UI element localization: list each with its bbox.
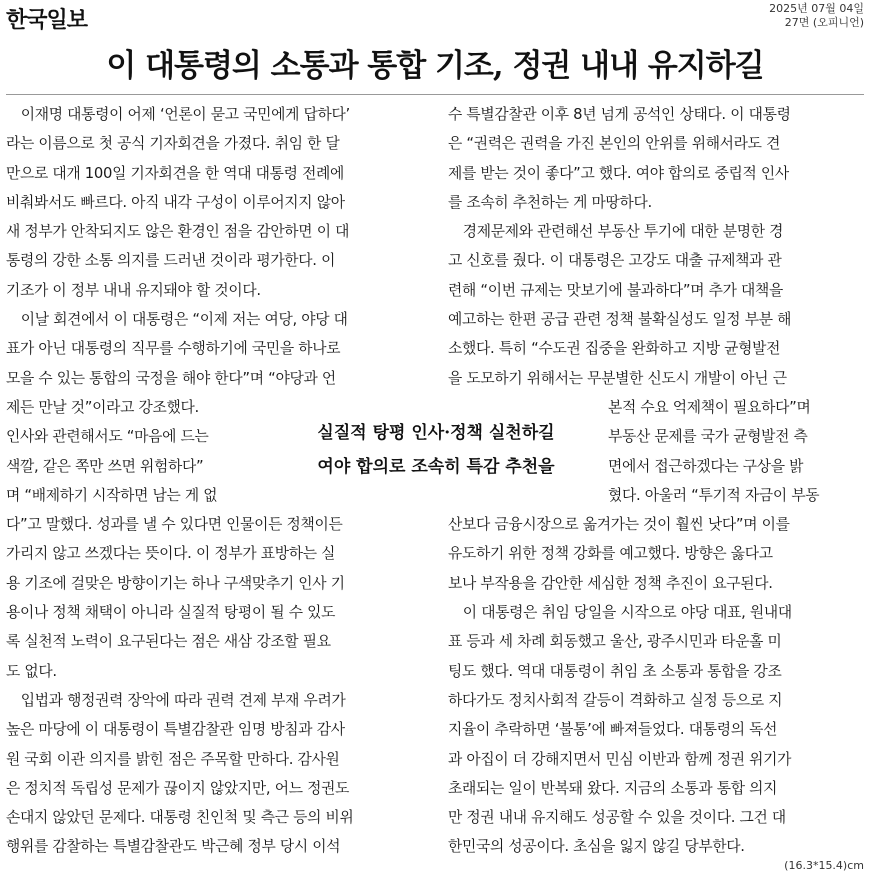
body-line: 팅도 했다. 역대 대통령이 취임 초 소통과 통합을 강조 xyxy=(448,662,782,680)
body-line: 보나 부작용을 감안한 세심한 정책 추진이 요구된다. xyxy=(448,574,773,592)
pull-quote xyxy=(286,416,586,484)
article-headline: 이 대통령의 소통과 통합 기조, 정권 내내 유지하길 xyxy=(106,48,764,84)
body-line: 한민국의 성공이다. 초심을 잃지 않길 당부한다. xyxy=(448,838,745,856)
body-line: 기조가 이 정부 내내 유지돼야 할 것이다. xyxy=(6,281,261,299)
body-line: 손대지 않았던 문제다. 대통령 친인척 및 측근 등의 비위 xyxy=(6,809,354,827)
body-line: 라는 이름으로 첫 공식 기자회견을 가졌다. 취임 한 달 xyxy=(6,135,340,153)
article-size-note: (16.3*15.4)cm xyxy=(784,859,864,872)
body-line: 이재명 대통령이 어제 ‘언론이 묻고 국민에게 답하다’ xyxy=(20,106,350,123)
publication-date: 2025년 07월 04일 xyxy=(769,2,864,15)
body-line: 부동산 문제를 국가 균형발전 측 xyxy=(608,428,808,446)
body-line: 다”고 말했다. 성과를 낼 수 있다면 인물이든 정책이든 xyxy=(6,516,343,534)
body-line: 본적 수요 억제책이 필요하다”며 xyxy=(608,398,811,416)
pull-quote-line: 여야 합의로 조속히 특감 추천을 xyxy=(317,457,555,477)
body-line: 가리지 않고 쓰겠다는 뜻이다. 이 정부가 표방하는 실 xyxy=(6,545,336,563)
body-line: 산보다 금융시장으로 옮겨가는 것이 훨씬 낫다”며 이를 xyxy=(448,516,790,534)
body-line: 며 “배제하기 시작하면 남는 게 없 xyxy=(6,486,218,504)
body-line: 유도하기 위한 정책 강화를 예고했다. 방향은 옳다고 xyxy=(448,545,773,563)
body-line: 입법과 행정권력 장악에 따라 권력 견제 부재 우려가 xyxy=(20,691,346,709)
body-line: 표가 아닌 대통령의 직무를 수행하기에 국민을 하나로 xyxy=(6,340,341,358)
body-line: 행위를 감찰하는 특별감찰관도 박근혜 정부 당시 이석 xyxy=(6,838,341,856)
headline-divider xyxy=(6,94,864,95)
body-line: 색깔, 같은 쪽만 쓰면 위험하다” xyxy=(6,457,204,475)
body-line: 은 “권력은 권력을 가진 본인의 안위를 위해서라도 견 xyxy=(448,135,781,153)
body-line: 용이나 정책 채택이 아니라 실질적 탕평이 될 수 있도 xyxy=(6,604,336,622)
body-line: 과 아집이 더 강해지면서 민심 이반과 함께 정권 위기가 xyxy=(448,750,792,768)
body-line: 만 정권 내내 유지해도 성공할 수 있을 것이다. 그건 대 xyxy=(448,809,786,827)
body-line: 예고하는 한편 공급 관련 정책 불확실성도 일정 부분 해 xyxy=(448,311,792,329)
body-line: 은 정치적 독립성 문제가 끊이지 않았지만, 어느 정권도 xyxy=(6,779,350,797)
body-line: 련해 “이번 규제는 맛보기에 불과하다”며 추가 대책을 xyxy=(448,281,784,299)
body-line: 용 기조에 걸맞은 방향이기는 하나 구색맞추기 인사 기 xyxy=(6,574,345,592)
body-line: 하다가도 정치사회적 갈등이 격화하고 실정 등으로 지 xyxy=(448,691,783,709)
body-line: 를 조속히 추천하는 게 마땅하다. xyxy=(448,193,652,211)
body-line: 원 국회 이관 의지를 밝힌 점은 주목할 만하다. 감사원 xyxy=(6,750,340,768)
body-line: 록 실천적 노력이 요구된다는 점은 새삼 강조할 필요 xyxy=(6,633,331,651)
body-line: 표 등과 세 차례 회동했고 울산, 광주시민과 타운홀 미 xyxy=(448,633,782,651)
pull-quote-line: 실질적 탕평 인사·정책 실천하길 xyxy=(317,423,555,443)
page-section: 27면 (오피니언) xyxy=(784,16,864,29)
body-line: 을 도모하기 위해서는 무분별한 신도시 개발이 아닌 근 xyxy=(448,369,787,387)
body-line: 혔다. 아울러 “투기적 자금이 부동 xyxy=(608,486,820,504)
body-line: 모을 수 있는 통합의 국정을 해야 한다”며 “야당과 언 xyxy=(6,369,336,387)
body-line: 고 신호를 줬다. 이 대통령은 고강도 대출 규제책과 관 xyxy=(448,252,782,270)
body-line: 높은 마당에 이 대통령이 특별감찰관 임명 방침과 감사 xyxy=(6,721,345,739)
body-line: 이 대통령은 취임 당일을 시작으로 야당 대표, 원내대 xyxy=(462,604,792,622)
body-line: 비춰봐서도 빠르다. 아직 내각 구성이 이루어지지 않아 xyxy=(6,193,345,211)
body-line: 면에서 접근하겠다는 구상을 밝 xyxy=(608,457,804,475)
newspaper-logo: 한국일보 xyxy=(6,8,88,33)
body-line: 제든 만날 것”이라고 강조했다. xyxy=(6,398,199,416)
body-line: 소했다. 특히 “수도권 집중을 완화하고 지방 균형발전 xyxy=(448,340,781,358)
body-line: 새 정부가 안착되지도 않은 환경인 점을 감안하면 이 대 xyxy=(6,223,350,241)
body-line: 통령의 강한 소통 의지를 드러낸 것이라 평가한다. 이 xyxy=(6,252,336,270)
body-line: 제를 받는 것이 좋다”고 했다. 여야 합의로 중립적 인사 xyxy=(448,164,789,182)
body-line: 만으로 대개 100일 기자회견을 한 역대 대통령 전례에 xyxy=(6,164,345,182)
publication-info xyxy=(769,2,864,30)
body-line: 경제문제와 관련해선 부동산 투기에 대한 분명한 경 xyxy=(462,223,784,241)
body-line: 이날 회견에서 이 대통령은 “이제 저는 여당, 야당 대 xyxy=(20,311,348,329)
body-line: 지율이 추락하면 ‘불통’에 빠져들었다. 대통령의 독선 xyxy=(448,721,778,739)
body-line: 초래되는 일이 반복돼 왔다. 지금의 소통과 통합 의지 xyxy=(448,779,778,797)
body-line: 인사와 관련해서도 “마음에 드는 xyxy=(6,428,209,446)
body-line: 수 특별감찰관 이후 8년 넘게 공석인 상태다. 이 대통령 xyxy=(448,106,791,123)
body-line: 도 없다. xyxy=(6,662,57,680)
